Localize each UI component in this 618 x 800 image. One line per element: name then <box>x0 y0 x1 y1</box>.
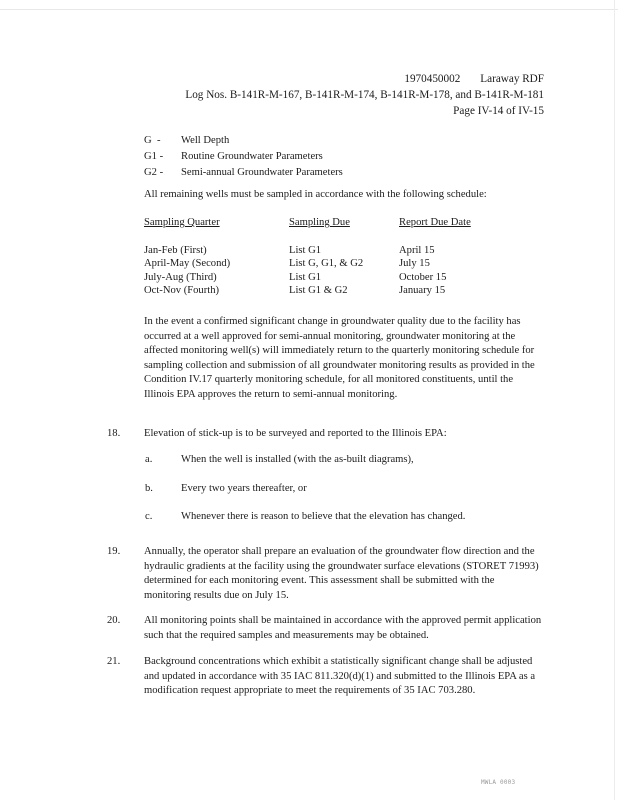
legend-code: G - <box>144 135 161 146</box>
table-cell: July-Aug (Third) <box>144 271 217 283</box>
legend-text: Semi-annual Groundwater Parameters <box>181 167 343 178</box>
column-header: Sampling Due <box>289 217 350 228</box>
legend-text: Well Depth <box>181 135 230 146</box>
subitem-text: Every two years thereafter, or <box>181 483 307 494</box>
legend-row <box>144 165 343 181</box>
table-row <box>144 257 519 271</box>
significant-change-paragraph: In the event a confirmed significant change in groundwater quality due to the facility has occurred at a well approved for semi-annual monitoring, groundwater monitoring at the affected monitoring well(s) will immediately return to the quarterly monitoring schedule for sampling collection and submission of all groundwater monitoring results as provided in the Condition IV.17 quarterly monitoring schedule, for all monitored constituents, until the Illinois EPA approves the return to semi-annual monitoring. <box>144 316 535 400</box>
header-page-number: Page IV-14 of IV-15 <box>453 105 544 117</box>
table-cell: List G1 <box>289 244 322 256</box>
parameter-legend <box>144 133 343 181</box>
facility-name: Laraway RDF <box>480 73 544 85</box>
table-cell: List G1 <box>289 271 322 283</box>
scan-top-edge <box>0 9 618 10</box>
item-text: All monitoring points shall be maintained in accordance with the approved permit application such that the required samples and measurements may be obtained. <box>144 615 542 641</box>
item-text: Elevation of stick-up is to be surveyed and reported to the Illinois EPA: <box>144 428 447 439</box>
item-number: 21. <box>107 656 121 667</box>
subitem-letter: c. <box>145 511 153 522</box>
sampling-schedule-table <box>144 216 519 298</box>
item-text: Background concentrations which exhibit a statistically significant change shall be adjusted and updated in accordance with 35 IAC 811.320(d)(1) and submitted to the Illinois EPA as a modification request appropriate to meet the requirements of 35 IAC 703.280. <box>144 656 536 697</box>
table-row <box>144 271 519 285</box>
schedule-intro: All remaining wells must be sampled in accordance with the following schedule: <box>144 189 487 200</box>
table-cell: Jan-Feb (First) <box>144 244 207 256</box>
subitem-letter: b. <box>145 483 153 494</box>
item-number: 19. <box>107 546 121 557</box>
table-cell: Oct-Nov (Fourth) <box>144 285 220 297</box>
table-header-row <box>144 216 519 244</box>
header-id-line <box>404 72 544 86</box>
subitem-letter: a. <box>145 454 153 465</box>
legend-code: G1 - <box>144 151 164 162</box>
table-cell: January 15 <box>399 285 446 297</box>
header-log-numbers: Log Nos. B-141R-M-167, B-141R-M-174, B-141R-M-178, and B-141R-M-181 <box>185 89 544 101</box>
scan-right-edge <box>614 0 615 800</box>
table-cell: List G1 & G2 <box>289 285 348 297</box>
table-cell: April 15 <box>399 244 435 256</box>
item-text: Annually, the operator shall prepare an evaluation of the groundwater flow direction and the hydraulic gradients at the facility using the groundwater surface elevations (STORET 71993) determined for each monitoring event. This assessment shall be submitted with the monitoring results due on July 15. <box>144 546 539 601</box>
item-number: 18. <box>107 428 121 439</box>
column-header: Report Due Date <box>399 217 471 228</box>
facility-id: 1970450002 <box>404 73 461 85</box>
item-number: 20. <box>107 615 121 626</box>
table-cell: July 15 <box>399 258 430 270</box>
table-cell: List G, G1, & G2 <box>289 258 364 270</box>
legend-row <box>144 149 343 165</box>
bates-stamp: MWLA 0003 <box>481 779 516 786</box>
subitem-text: When the well is installed (with the as-built diagrams), <box>181 454 414 465</box>
legend-text: Routine Groundwater Parameters <box>181 151 323 162</box>
table-row <box>144 284 519 298</box>
legend-code: G2 - <box>144 167 164 178</box>
table-row <box>144 244 519 258</box>
legend-row <box>144 133 343 149</box>
subitem-text: Whenever there is reason to believe that the elevation has changed. <box>181 511 466 522</box>
table-cell: April-May (Second) <box>144 258 231 270</box>
column-header: Sampling Quarter <box>144 217 220 228</box>
table-cell: October 15 <box>399 271 447 283</box>
